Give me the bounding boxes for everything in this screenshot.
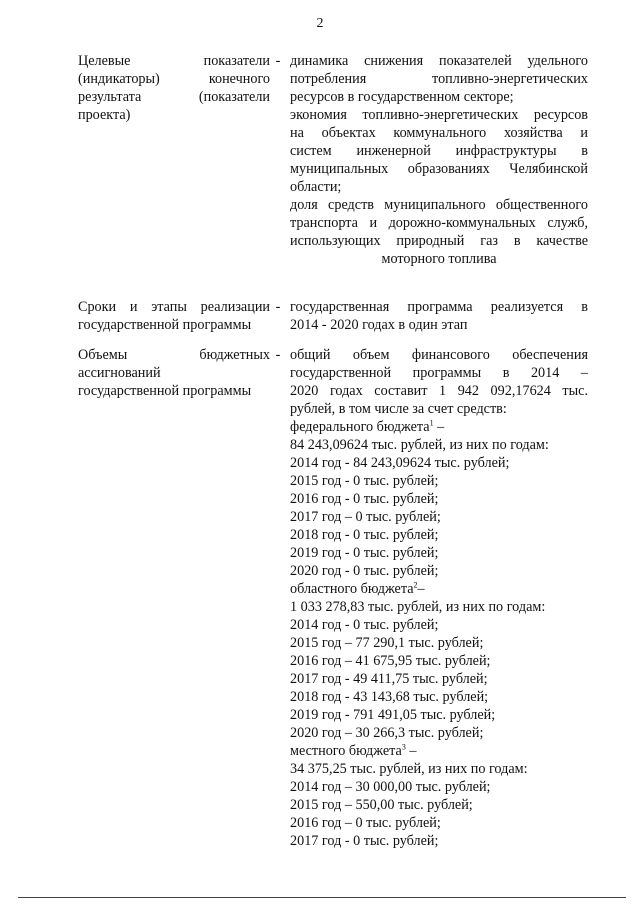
value-target-indicators: [290, 52, 588, 268]
value-line: экономия топливно-энергетических ресурсов: [290, 107, 588, 123]
value-line: 84 243,09624 тыс. рублей, из них по годам:: [290, 437, 549, 453]
separator-dash: -: [275, 53, 281, 69]
value-line: 2016 год – 0 тыс. рублей;: [290, 815, 441, 831]
value-line: динамика снижения показателей удельного: [290, 53, 588, 69]
value-line: 2015 год – 550,00 тыс. рублей;: [290, 797, 473, 813]
value-line: 2014 год - 84 243,09624 тыс. рублей;: [290, 455, 510, 471]
value-line: 2017 год - 49 411,75 тыс. рублей;: [290, 671, 488, 687]
label-budget-allocations: [78, 346, 270, 400]
regional-heading-tail: –: [417, 581, 425, 597]
label-line: (индикаторы) конечного: [78, 71, 270, 87]
value-line: муниципальных образованиях Челябинской: [290, 161, 588, 177]
label-line: результата (показатели: [78, 89, 270, 105]
value-line: государственной программы в 2014 –: [290, 365, 588, 381]
value-line: 34 375,25 тыс. рублей, из них по годам:: [290, 761, 528, 777]
label-line: Сроки и этапы реализации: [78, 299, 270, 315]
value-line: 2020 годах составит 1 942 092,17624 тыс.: [290, 383, 588, 399]
value-line: 2014 год - 0 тыс. рублей;: [290, 617, 439, 633]
value-line: 2020 год – 30 266,3 тыс. рублей;: [290, 725, 484, 741]
value-line: 2016 год – 41 675,95 тыс. рублей;: [290, 653, 491, 669]
federal-heading-tail: –: [433, 419, 445, 435]
local-budget-text: местного бюджета: [290, 743, 402, 759]
label-terms-stages: [78, 298, 270, 334]
separator-dash: -: [275, 299, 281, 315]
value-line: 2019 год - 0 тыс. рублей;: [290, 545, 439, 561]
value-line: рублей, в том числе за счет средств:: [290, 401, 507, 417]
value-line: 2020 год - 0 тыс. рублей;: [290, 563, 439, 579]
label-line: государственной программы: [78, 317, 252, 333]
page-number: 2: [316, 16, 324, 31]
value-line: 2015 год – 77 290,1 тыс. рублей;: [290, 635, 484, 651]
label-line: Целевые показатели: [78, 53, 270, 69]
value-line: 2014 год – 30 000,00 тыс. рублей;: [290, 779, 491, 795]
value-line: на объектах коммунального хозяйства и: [290, 125, 588, 141]
value-line: общий объем финансового обеспечения: [290, 347, 588, 363]
federal-budget-text: федерального бюджета: [290, 419, 430, 435]
value-line: систем инженерной инфраструктуры в: [290, 143, 588, 159]
value-line: транспорта и дорожно-коммунальных служб,: [290, 215, 588, 231]
label-line: Объемы бюджетных: [78, 347, 270, 363]
label-target-indicators: [78, 52, 270, 124]
value-line: моторного топлива: [381, 251, 497, 267]
value-line: 1 033 278,83 тыс. рублей, из них по годам:: [290, 599, 546, 615]
bottom-divider: [18, 897, 626, 898]
value-line-local-heading: [290, 742, 588, 760]
footnote-ref-3: 3: [401, 742, 406, 752]
value-line-federal-heading: [290, 418, 588, 436]
label-line: государственной программы: [78, 383, 252, 399]
label-line: ассигнований: [78, 365, 161, 381]
value-line: 2019 год - 791 491,05 тыс. рублей;: [290, 707, 496, 723]
regional-budget-text: областного бюджета: [290, 581, 414, 597]
local-heading-tail: –: [405, 743, 417, 759]
value-line: 2016 год - 0 тыс. рублей;: [290, 491, 439, 507]
value-line-regional-heading: [290, 580, 588, 598]
value-line: 2015 год - 0 тыс. рублей;: [290, 473, 439, 489]
value-line: использующих природный газ в качестве: [290, 233, 588, 249]
value-line: ресурсов в государственном секторе;: [290, 89, 514, 105]
value-line: доля средств муниципального общественного: [290, 197, 588, 213]
value-line: области;: [290, 179, 342, 195]
separator-dash: -: [275, 347, 281, 363]
footnote-ref-2: 2: [413, 580, 418, 590]
value-budget-allocations: [290, 346, 588, 850]
value-line: 2017 год - 0 тыс. рублей;: [290, 833, 439, 849]
value-line: 2017 год – 0 тыс. рублей;: [290, 509, 441, 525]
value-line: 2014 - 2020 годах в один этап: [290, 317, 468, 333]
value-terms-stages: [290, 298, 588, 334]
label-line: проекта): [78, 107, 131, 123]
footnote-ref-1: 1: [429, 418, 434, 428]
value-line: 2018 год - 43 143,68 тыс. рублей;: [290, 689, 489, 705]
value-line: потребления топливно-энергетических: [290, 71, 588, 87]
value-line: 2018 год - 0 тыс. рублей;: [290, 527, 439, 543]
value-line: государственная программа реализуется в: [290, 299, 588, 315]
